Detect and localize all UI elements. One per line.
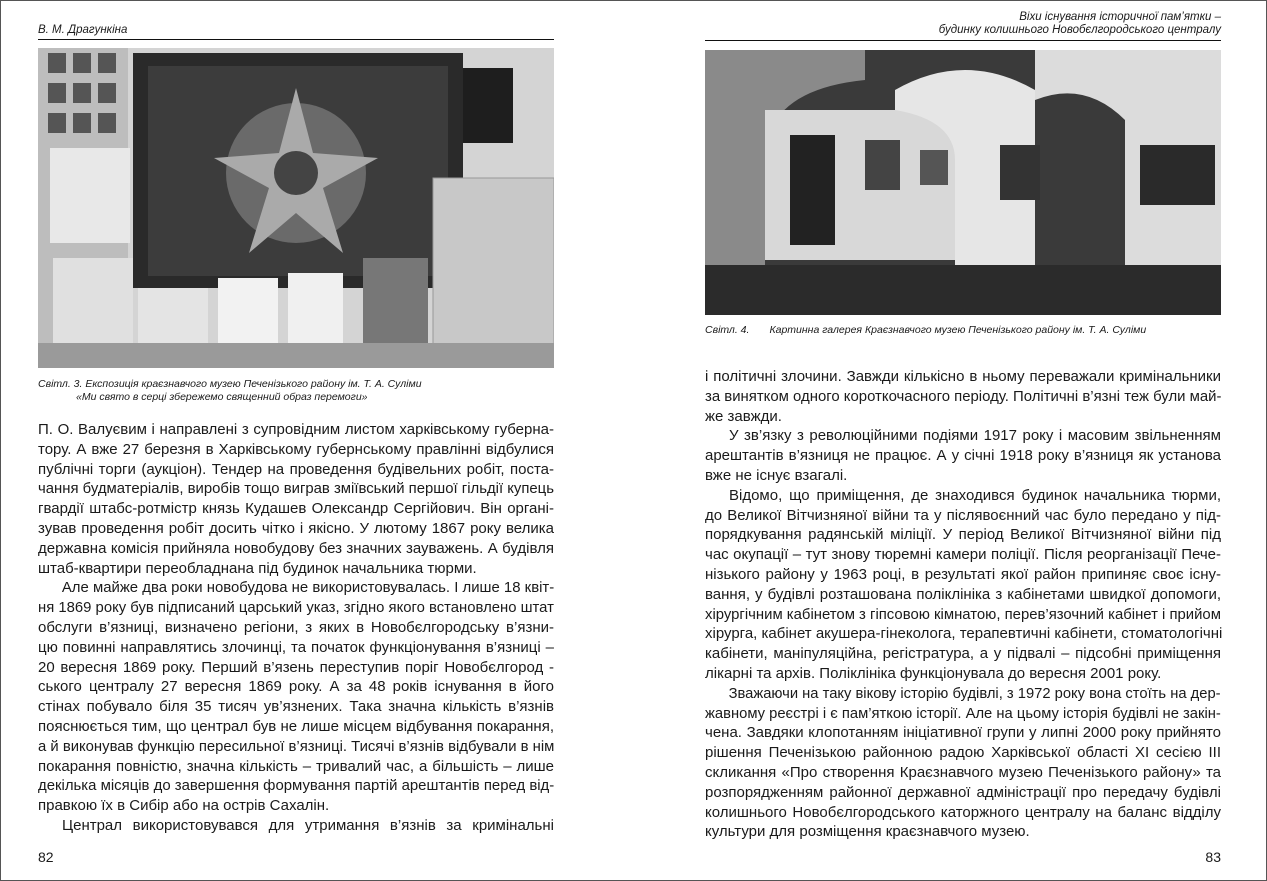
text-line: стінах побувало біля 35 тисяч ув’язнених. Така значна кількість в’язнів <box>38 698 554 716</box>
text-line: нізького району у 1963 році, в результаті якої район припиняє своє існу- <box>705 565 1221 583</box>
text-line: а й виконував функцію пересильної в’язниці. Тисячі в’язнів відбували в нім <box>38 737 555 755</box>
text-line: порядкування радянській міліції. У період Великої Вітчизняної війни під <box>705 526 1221 544</box>
caption-line-2: «Ми свято в серці збережемо священний образ перемоги» <box>76 391 368 403</box>
text-line: штаб-квартири переобладнана під будинок начальника тюрми. <box>38 559 477 577</box>
text-line: же завжди. <box>705 407 782 425</box>
running-head-author: В. М. Драгункіна <box>38 24 128 36</box>
text-line: зував проведення робіт досить чітко і якісно. У лютому 1867 року велика <box>38 519 554 537</box>
text-line: вже не існує взагалі. <box>705 466 848 484</box>
photo-picture-gallery <box>705 50 1221 315</box>
text-line: розпорядженням районної державної адміністрації про передачу будівлі <box>705 783 1221 801</box>
paragraph <box>38 578 554 816</box>
text-line: вання, у будівлі розташована поліклініка з кабінетами швидкої допомоги, <box>705 585 1221 603</box>
running-head-line-2: будинку колишнього Новобєлгородського централу <box>938 24 1221 36</box>
body-text <box>705 367 1221 842</box>
text-line: гвардії штабс-ротмістр князь Кудашев Олександр Сергійович. Він органі- <box>38 500 554 518</box>
text-line: арештантів в’язниця не працює. А у січні 1918 року в’язниця як установа <box>705 447 1221 465</box>
text-line: скликання «Про створення Краєзнавчого музею Печенізького району» та <box>705 763 1221 781</box>
paragraph <box>705 426 1221 485</box>
text-line: обслуги в’язниці, визначено регіони, з яких в Новобєлгородську в’язни- <box>38 618 554 636</box>
text-line: ського централу 27 вересня 1869 року. А за 48 років існування в його <box>38 678 554 696</box>
photo-caption <box>705 324 1146 337</box>
photo-museum-exhibition <box>38 48 554 368</box>
left-page <box>38 0 554 881</box>
body-text <box>38 420 554 836</box>
header-rule <box>38 39 554 40</box>
paragraph <box>705 486 1221 684</box>
text-line: за винятком одного короткочасного періоду. Політичні в’язні теж були май- <box>705 387 1222 405</box>
text-line: пояснюється тим, що централ був не лише місцем відбування покарання, <box>38 717 554 735</box>
text-line: Зважаючи на таку вікову історію будівлі, з 1972 року вона стоїть на дер- <box>728 684 1221 702</box>
text-line: рішення Печенізькою районною радою Харківської області XI сесією III <box>705 744 1221 762</box>
text-line: покарання повністю, значна кількість – тривалий час, а більшість – лише <box>38 757 554 775</box>
text-line: культури для розміщення краєзнавчого музею. <box>705 823 1030 841</box>
text-line: Відомо, що приміщення, де знаходився будинок начальника тюрми, <box>729 486 1221 504</box>
paragraph <box>38 816 554 836</box>
photo-caption <box>38 378 422 404</box>
text-line: хірургічним кабінетом з гіпсовою кімнатою, перев’язочний кабінет і прийом <box>705 605 1221 623</box>
right-page <box>705 0 1221 881</box>
text-line: кабінети, маніпуляційна, регістратура, а у підвалі – підсобні приміщення <box>705 645 1221 663</box>
text-line: до Великої Вітчизняної війни та у післявоєнний час було передано у під- <box>705 506 1221 524</box>
text-line: тору. А вже 27 березня в Харківському губернському правлінні відбулися <box>38 440 554 458</box>
paragraph <box>705 367 1221 426</box>
text-line: декілька місяців до завершення формування партій арештантів перед від- <box>38 777 555 795</box>
text-line: П. О. Валуєвим і направлені з супровідним листом харківському губерна- <box>38 421 554 438</box>
caption-line-1: Світл. 3. Експозиція краєзнавчого музею Печенізького району ім. Т. А. Суліми <box>38 378 422 390</box>
text-line: чання будматеріалів, виробів тощо виграв зміївський першої гільдії купець <box>38 480 554 498</box>
text-line: публічні торги (аукціон). Тендер на проведення будівельних робіт, поста- <box>38 460 554 478</box>
text-line: хірурга, кабінет акушера-гінеколога, терапевтичні кабінети, стоматологічні <box>705 625 1223 643</box>
running-head-line-1: Віхи існування історичної пам’ятки – <box>1019 11 1221 23</box>
page-number: 83 <box>1205 849 1221 865</box>
caption-label: Світл. 4. <box>705 324 750 336</box>
header-rule <box>705 40 1221 41</box>
text-line: і політичні злочини. Завжди кількісно в ньому переважали кримінальники <box>705 368 1221 385</box>
paragraph <box>705 684 1221 842</box>
text-line: цю повинні направлятись злочинці, та початок функціонування в’язниці – <box>38 638 554 656</box>
text-line: час окупації – тут знову тюремні камери поліції. Після реорганізації Пече- <box>705 546 1221 564</box>
caption-text: Картинна галерея Краєзнавчого музею Печенізького району ім. Т. А. Суліми <box>769 324 1147 336</box>
text-line: колишнього Новобєлгородського каторжного централу на баланс відділу <box>705 803 1221 821</box>
page-number: 82 <box>38 849 54 865</box>
text-line: ня 1869 року був підписаний царський указ, згідно якого встановлено штат <box>38 599 554 617</box>
text-line: лікарні та архів. Поліклініка функціонувала до вересня 2001 року. <box>705 664 1162 682</box>
text-line: державна комісія прийняла новобудову без значних зауважень. А будівля <box>38 539 554 557</box>
text-line: чена. Завдяки клопотанням ініціативної групи у липні 2000 року прийнято <box>705 724 1221 742</box>
text-line: 20 вересня 1869 року. Перший в’язень переступив поріг Новобєлгород - <box>38 658 554 676</box>
text-line: У зв’язку з революційними подіями 1917 року і масовим звільненням <box>729 427 1221 445</box>
text-line: жавному реєстрі і є пам’яткою історії. Але на цьому історія будівлі не закін- <box>705 704 1221 722</box>
paragraph <box>38 420 554 578</box>
text-line: Але майже два роки новобудова не використовувалась. І лише 18 квіт- <box>61 579 555 597</box>
text-line: Централ використовувався для утримання в’язнів за кримінальні <box>62 816 554 834</box>
running-head-title <box>939 11 1221 37</box>
text-line: правкою їх в Сибір або на острів Сахалін. <box>38 797 330 815</box>
